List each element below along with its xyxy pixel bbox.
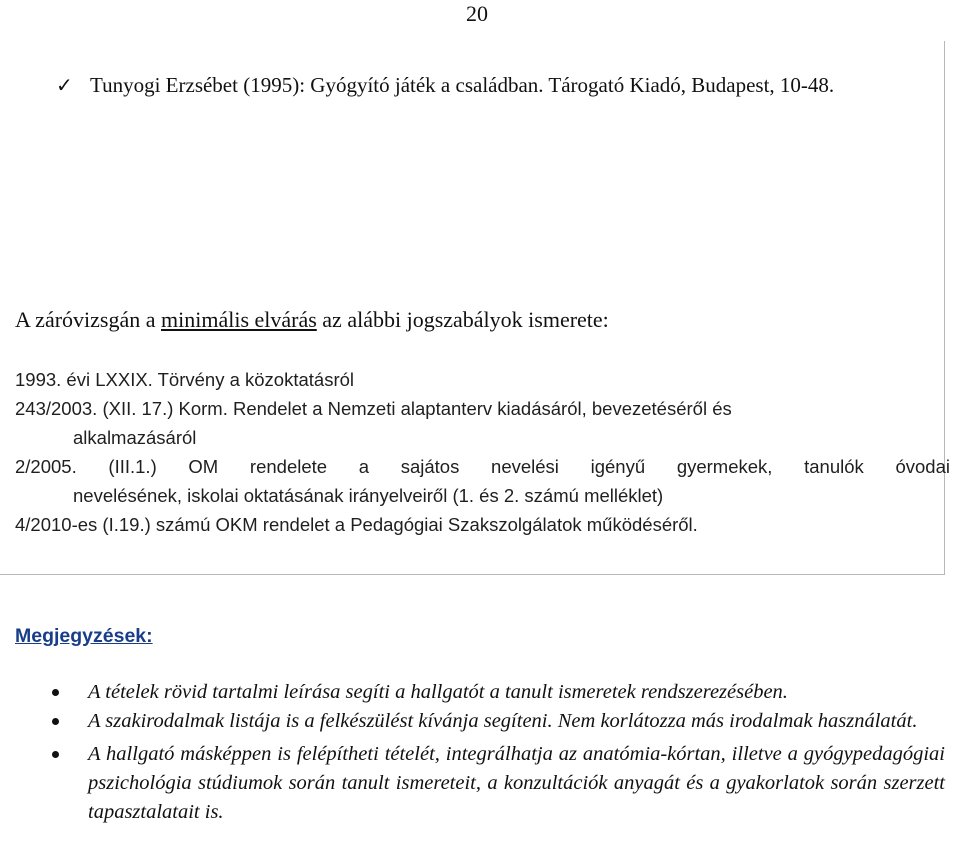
notes-title: Megjegyzések: bbox=[15, 625, 153, 647]
note-item bbox=[52, 740, 945, 827]
law-item bbox=[15, 510, 950, 539]
law-item bbox=[15, 452, 950, 510]
checkmark-icon: ✓ bbox=[56, 73, 73, 97]
law-item bbox=[15, 365, 950, 394]
heading-suffix: az alábbi jogszabályok ismerete: bbox=[316, 307, 609, 332]
bullet-dot-icon bbox=[52, 751, 59, 758]
law-line: 243/2003. (XII. 17.) Korm. Rendelet a Nemzeti alaptanterv kiadásáról, bevezetéséről és bbox=[15, 398, 732, 419]
note-item bbox=[52, 678, 945, 707]
bullet-dot-icon bbox=[52, 718, 59, 725]
law-line: 1993. évi LXXIX. Törvény a közoktatásról bbox=[15, 369, 355, 390]
note-item bbox=[52, 707, 945, 736]
law-continuation: alkalmazásáról bbox=[73, 427, 197, 448]
law-line: 2/2005. (III.1.) OM rendelete a sajátos nevelési igényű gyermekek, tanulók óvodai bbox=[15, 456, 950, 477]
note-text: A szakirodalmak listája is a felkészülést kívánja segíteni. Nem korlátozza más irodalmak használatát. bbox=[88, 710, 918, 732]
note-text: A hallgató másképpen is felépítheti tételét, integrálhatja az anatómia-kórtan, illetve a gyógypedagógiai pszichológia stúdiumok során tanult ismereteit, a konzultációk anyagát és a gyakorlatok során szerzett tapasztalatait is. bbox=[88, 743, 945, 823]
page-number: 20 bbox=[466, 1, 488, 26]
law-list bbox=[15, 365, 950, 539]
law-item bbox=[15, 394, 950, 452]
heading-emphasis: minimális elvárás bbox=[161, 307, 317, 332]
notes-list bbox=[52, 678, 945, 827]
reference-item bbox=[56, 70, 941, 100]
law-line: 4/2010-es (I.19.) számú OKM rendelet a Pedagógiai Szakszolgálatok működéséről. bbox=[15, 514, 698, 535]
note-text: A tételek rövid tartalmi leírása segíti a hallgatót a tanult ismeretek rendszerezésében. bbox=[88, 681, 788, 703]
bullet-dot-icon bbox=[52, 689, 59, 696]
requirements-heading bbox=[15, 307, 609, 333]
law-continuation: nevelésének, iskolai oktatásának irányelveiről (1. és 2. számú melléklet) bbox=[73, 485, 664, 506]
reference-text: Tunyogi Erzsébet (1995): Gyógyító játék a családban. Tárogató Kiadó, Budapest, 10-48. bbox=[90, 73, 835, 97]
heading-prefix: A záróvizsgán a bbox=[15, 307, 161, 332]
